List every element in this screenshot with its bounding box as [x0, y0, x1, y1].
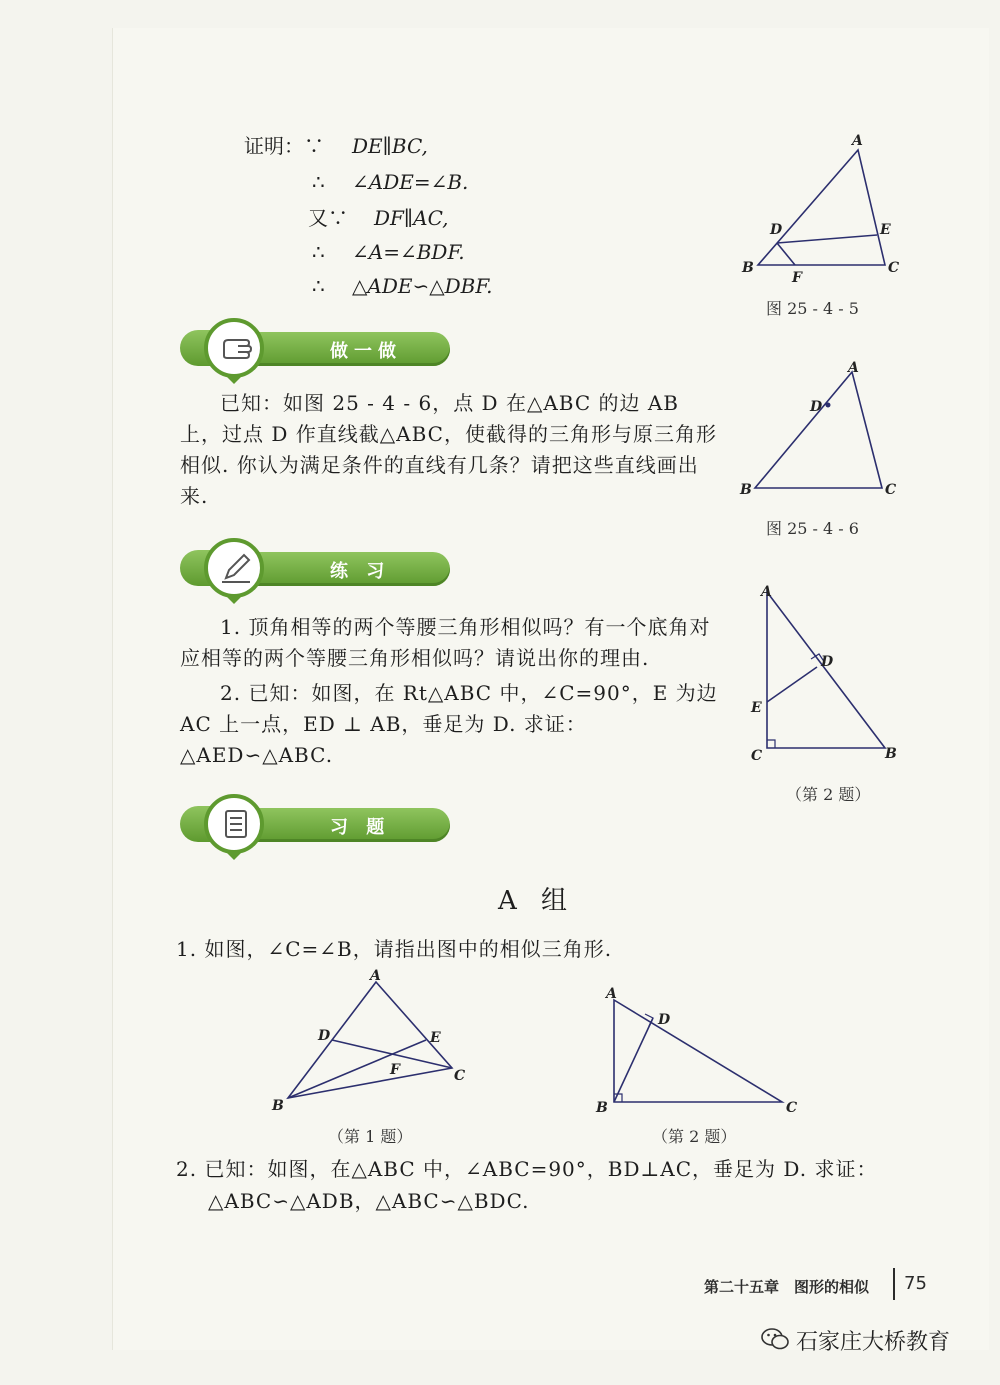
- triangle-abc: [755, 372, 882, 488]
- proof-line-2: ∠ADE=∠B.: [352, 170, 469, 194]
- proof-line-1-head: 证明：∵: [244, 134, 324, 158]
- exercise-q1: 1. 如图，∠C=∠B，请指出图中的相似三角形.: [176, 937, 613, 961]
- label-b: B: [742, 260, 754, 276]
- label-d: D: [810, 399, 823, 415]
- practice-q1: 1. 顶角相等的两个等腰三角形相似吗？有一个底角对应相等的两个等腰三角形相似吗？请说出你的理由.: [180, 615, 711, 670]
- figure-exercise-1: [268, 968, 478, 1118]
- label-d: D: [821, 654, 834, 670]
- proof-line-5-head: ∴: [312, 274, 325, 298]
- banner-arrow: [226, 376, 242, 384]
- label-e: E: [751, 700, 762, 716]
- triangle-abc: [758, 150, 885, 265]
- watermark-text: 石家庄大桥教育: [796, 1330, 951, 1355]
- banner-bar: [240, 808, 450, 842]
- figure-practice-2: [745, 580, 910, 770]
- proof-line-1: DE∥BC,: [352, 134, 428, 158]
- practice-q2: 2. 已知：如图，在 Rt△ABC 中，∠C=90°，E 为边 AC 上一点，ED ⊥ AB，垂足为 D. 求证：△AED∽△ABC.: [180, 681, 718, 767]
- banner-do: [180, 318, 420, 384]
- banner-do-label: 做一做: [330, 341, 402, 362]
- label-a: A: [606, 986, 617, 1002]
- footer-divider: [893, 1268, 895, 1300]
- caption-25-4-5: 图 25 - 4 - 5: [766, 299, 859, 318]
- do-text: 已知：如图 25 - 4 - 6，点 D 在△ABC 的边 AB 上，过点 D 作直线截△ABC，使截得的三角形与原三角形相似. 你认为满足条件的直线有几条？请把这些直线画出来.: [180, 391, 717, 508]
- right-angle-c: [767, 740, 775, 748]
- banner-arrow: [226, 852, 242, 860]
- banner-bar: [240, 332, 450, 366]
- footer-chapter: 第二十五章 图形的相似: [704, 1278, 870, 1296]
- proof-line-3-head: 又∵: [308, 206, 348, 230]
- exercise-q2-line2: △ABC∽△ADB，△ABC∽△BDC.: [208, 1189, 530, 1213]
- point-d: [826, 403, 831, 408]
- hand-icon: [218, 330, 254, 366]
- caption-exercise-2: （第 2 题）: [652, 1127, 737, 1146]
- proof-line-3: DF∥AC,: [374, 206, 449, 230]
- label-c: C: [885, 482, 897, 498]
- banner-circle: [204, 794, 264, 854]
- triangle-abc: [767, 592, 885, 748]
- segment-be: [288, 1040, 426, 1098]
- segment-df: [777, 243, 795, 265]
- banner-exercise: [180, 794, 420, 860]
- banner-exercise-label: 习 题: [330, 817, 391, 838]
- segment-de: [777, 235, 877, 243]
- figure-25-4-6: [730, 360, 910, 500]
- banner-practice-label: 练 习: [330, 561, 391, 582]
- banner-circle: [204, 318, 264, 378]
- banner-practice: [180, 538, 420, 604]
- proof-line-2-head: ∴: [312, 170, 325, 194]
- group-a-title: A 组: [498, 886, 576, 916]
- caption-exercise-1: （第 1 题）: [328, 1127, 413, 1146]
- triangle-abc: [614, 1000, 782, 1102]
- label-c: C: [888, 260, 900, 276]
- label-e: E: [430, 1030, 441, 1046]
- figure-exercise-2: [592, 978, 812, 1118]
- proof-line-5: △ADE∽△DBF.: [352, 274, 493, 298]
- segment-ed: [767, 667, 817, 702]
- pencil-icon: [218, 550, 254, 586]
- label-b: B: [885, 746, 897, 762]
- label-a: A: [761, 584, 772, 600]
- label-c: C: [454, 1068, 466, 1084]
- banner-bar: [240, 552, 450, 586]
- label-d: D: [770, 222, 783, 238]
- page-number: 75: [904, 1273, 927, 1294]
- wechat-icon: [760, 1326, 790, 1352]
- label-b: B: [272, 1098, 284, 1114]
- label-f: F: [390, 1062, 400, 1078]
- caption-practice-2: （第 2 题）: [786, 785, 871, 804]
- caption-25-4-6: 图 25 - 4 - 6: [766, 519, 859, 538]
- exercise-q2-line1: 2. 已知：如图，在△ABC 中，∠ABC=90°，BD⊥AC，垂足为 D. 求证：: [176, 1157, 878, 1181]
- triangle-abc: [288, 982, 452, 1098]
- proof-line-4: ∠A=∠BDF.: [352, 240, 465, 264]
- label-f: F: [792, 270, 802, 286]
- label-c: C: [751, 748, 763, 764]
- label-a: A: [370, 968, 381, 984]
- proof-line-4-head: ∴: [312, 240, 325, 264]
- label-d: D: [658, 1012, 671, 1028]
- banner-arrow: [226, 596, 242, 604]
- banner-circle: [204, 538, 264, 598]
- label-b: B: [740, 482, 752, 498]
- label-a: A: [848, 360, 859, 376]
- label-e: E: [880, 222, 891, 238]
- label-b: B: [596, 1100, 608, 1116]
- figure-25-4-5: [730, 130, 910, 290]
- segment-bd: [614, 1018, 653, 1102]
- label-c: C: [786, 1100, 798, 1116]
- notebook-icon: [218, 806, 254, 842]
- label-d: D: [318, 1028, 331, 1044]
- label-a: A: [852, 133, 863, 149]
